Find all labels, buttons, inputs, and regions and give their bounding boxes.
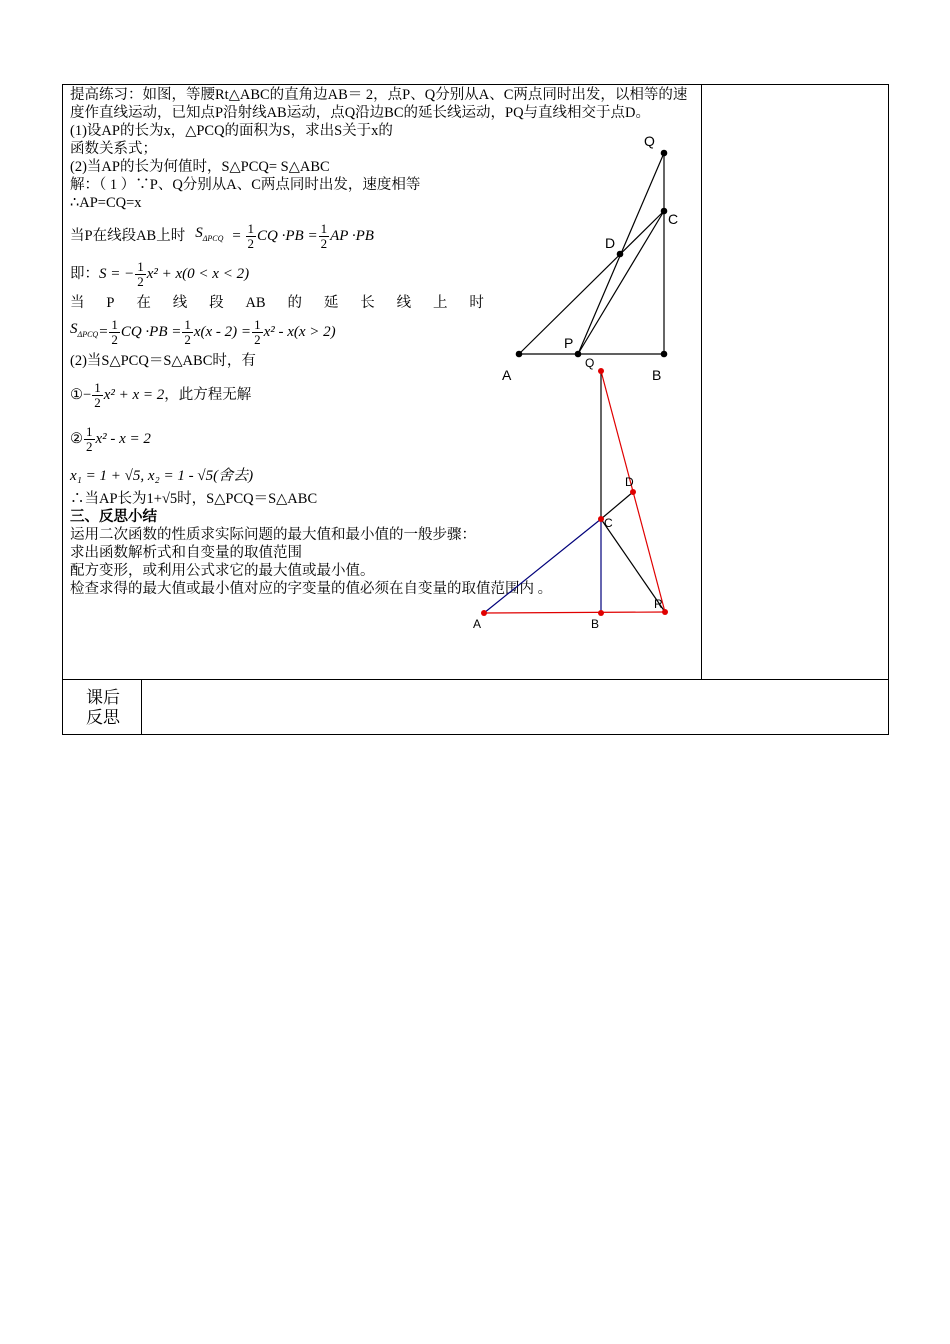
summary-step-1: 运用二次函数的性质求实际问题的最大值和最小值的一般步骤： [70,527,476,543]
half-fraction: $\frac{1}{2}$ [86,423,93,454]
q1-line2: 函数关系式； [70,141,157,157]
reflection-label-line2: 反思 [86,708,120,727]
case2-word: 当 [70,295,85,311]
q2: (2)当AP的长为何值时，S△PCQ= S△ABC [70,159,330,175]
table-mid-border [62,679,889,680]
table-bottom-border [62,734,889,735]
case2-word: 延 [323,295,339,311]
point-q-2 [598,368,604,374]
ji-prefix: 即： [70,266,99,282]
case1-prefix: 当P在线段AB上时 [70,228,186,244]
table-left-border [62,84,63,735]
label-q: Q [644,133,655,149]
practice-intro: 提高练习：如图，等腰Rt△ABC的直角边AB＝ 2，点P、Q分别从A、C两点同时出发，以相等的速度作直线运动，已知点P沿射线AB运动，点Q沿边BC的延长线运动，PQ与直线相交于点D。 [70,87,688,121]
case2-word: AB [245,295,266,311]
case2-word: 长 [360,295,375,311]
label-c-2: C [604,516,613,530]
solution-line1: 解：（ 1 ）∵P、Q分别从A、C两点同时出发，速度相等 [70,177,421,193]
summary-step-4: 检查求得的最大值或最小值对应的字变量的值必须在自变量的取值范围内 。 [70,581,553,597]
eq1-prefix: ①− [70,387,92,403]
label-c: C [668,211,679,227]
case2-word: 线 [172,295,188,311]
point-c [661,208,668,215]
label-p: P [564,335,574,351]
answer: ∴当AP长为1+√5时，S△PCQ＝S△ABC [70,491,318,507]
case2-sub: ΔPCQ [77,330,99,339]
case1-sub: ΔPCQ [202,234,224,243]
point-r-2 [662,609,668,615]
case1-appb: AP ·PB [330,228,374,244]
roots: x₁ = 1 + √5, x₂ = 1 - √5(舍去) [70,468,254,484]
segment-ac-2 [484,519,601,613]
table-inner-divider [701,84,702,680]
case2-s: S [70,321,78,337]
point-d [617,251,624,258]
segment-ar-2 [484,612,665,613]
half-fraction: $\frac{1}{2}$ [320,220,328,251]
case2-heading [70,294,484,312]
half-fraction: $\frac{1}{2}$ [184,316,191,347]
case2-word: 段 [209,295,224,311]
case2-eq-b: CQ ·PB = [120,324,182,340]
label-a: A [502,367,512,383]
table-top-border [62,84,889,85]
label-d-2: D [625,475,634,489]
case2-word: 的 [287,295,302,311]
point-b-2 [598,610,604,616]
summary-step-3: 配方变形，或利用公式求它的最大值或最小值。 [70,563,375,579]
segment-cd-2 [601,492,633,519]
solution-line2: ∴AP=CQ=x [70,195,142,211]
half-fraction: $\frac{1}{2}$ [94,379,101,410]
case2-eq-d: x² - x(x > 2) [263,324,336,340]
reflection-label [78,688,128,728]
eq2-prefix: ② [70,431,83,447]
point-a-2 [481,610,487,616]
half-fraction: $\frac{1}{2}$ [247,220,255,251]
case2-word: 线 [396,295,412,311]
case2-word: P [106,295,115,311]
eq2-expr: x² - x = 2 [95,431,151,447]
case2-word: 上 [432,295,448,311]
eq1-note: ，此方程无解 [164,387,252,403]
table-right-border [888,84,889,735]
label-d: D [605,235,616,251]
case1-eq1: = [231,228,242,244]
summary-title: 三、反思小结 [70,509,157,525]
reflection-divider [141,679,142,735]
ji-expr-b: x² + x(0 < x < 2) [146,266,250,282]
ji-expr-a: S = − [99,266,135,282]
half-fraction: $\frac{1}{2}$ [254,316,261,347]
q2-solution: (2)当S△PCQ＝S△ABC时，有 [70,353,256,369]
point-q [661,150,668,157]
point-d-2 [630,489,636,495]
summary-step-2: 求出函数解析式和自变量的取值范围 [70,545,302,561]
half-fraction: $\frac{1}{2}$ [111,316,118,347]
label-a-2: A [473,617,482,631]
figure-1 [495,128,695,390]
figure-2 [470,355,680,635]
label-b-2: B [591,617,600,631]
label-q-2: Q [585,356,595,370]
case2-word: 在 [136,295,151,311]
label-b: B [652,367,662,383]
case1-cqpb: CQ ·PB = [257,228,318,244]
label-r-2: R [654,597,663,611]
reflection-label-line1: 课后 [86,688,120,707]
half-fraction: $\frac{1}{2}$ [137,258,144,289]
case2-eq-a: = [98,324,109,340]
case1-s: S [195,225,203,241]
q1-line1: (1)设AP的长为x，△PCQ的面积为S，求出S关于x的 [70,123,393,139]
case2-eq-c: x(x - 2) = [193,324,252,340]
eq1-expr: x² + x = 2 [103,387,165,403]
case2-word: 时 [469,295,484,311]
